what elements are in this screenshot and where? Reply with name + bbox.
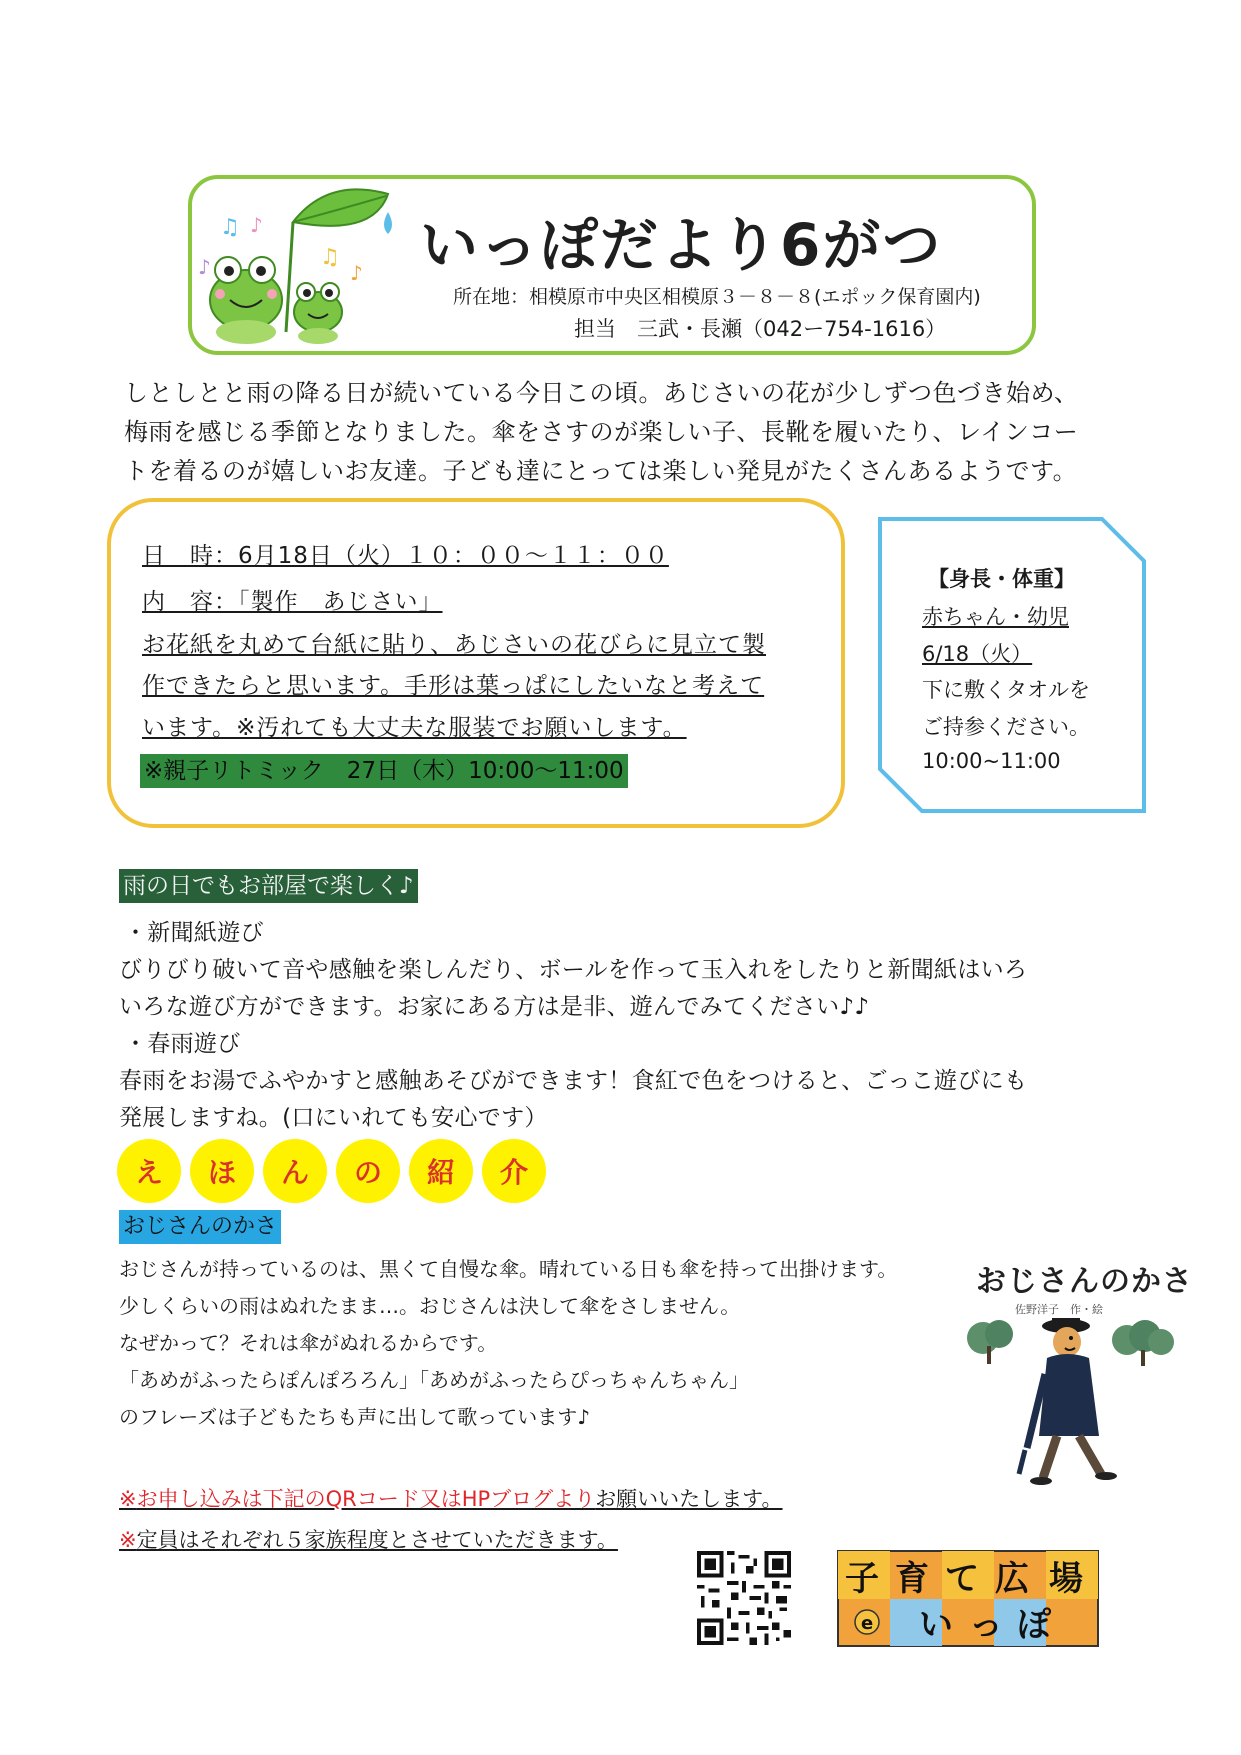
- svg-text:♪: ♪: [350, 261, 363, 285]
- picture-book-circle: 介: [482, 1139, 546, 1203]
- note-mark: ※: [119, 1528, 137, 1552]
- measure-line: 赤ちゃん・幼児: [922, 605, 1069, 629]
- logo-char: 育: [895, 1559, 929, 1599]
- event-datetime: 日 時：6月18日（火）１０：００～１１：００: [142, 543, 669, 569]
- measure-line: 6/18（火）: [922, 642, 1033, 666]
- umbrella-man-illustration: [961, 1318, 1191, 1488]
- event-content: 内 容：「製作 あじさい」: [142, 589, 443, 615]
- qr-code[interactable]: [697, 1551, 791, 1645]
- address-text: 所在地：相模原市中央区相模原３－８－８(エポック保育園内): [453, 286, 981, 308]
- logo-char: 場: [1049, 1559, 1083, 1599]
- measure-line: 10:00~11:00: [922, 749, 1061, 773]
- logo-char: い: [919, 1605, 953, 1645]
- book-line: おじさんが持っているのは、黒くて自慢な傘。晴れている日も傘を持って出掛けます。: [119, 1257, 898, 1281]
- rainy-line: 発展しますね。(口にいれても安心です）: [119, 1105, 548, 1131]
- picture-book-circle: ほ: [190, 1139, 254, 1203]
- book-line: のフレーズは子どもたちも声に出して歌っています♪: [119, 1405, 590, 1429]
- application-note-tail: お願いいたします。: [595, 1487, 783, 1511]
- logo-char: っ: [969, 1605, 1003, 1645]
- book-line: なぜかって？それは傘がぬれるからです。: [119, 1331, 498, 1355]
- book-cover-title: おじさんのかさ: [976, 1264, 1193, 1299]
- event-description-line: お花紙を丸めて台紙に貼り、あじさいの花びらに見立て製: [142, 632, 766, 658]
- picture-book-circle: え: [117, 1139, 181, 1203]
- capacity-note: [119, 1524, 618, 1554]
- intro-line: しとしとと雨の降る日が続いている今日この頃。あじさいの花が少しずつ色づき始め、: [124, 379, 1079, 407]
- intro-line: 梅雨を感じる季節となりました。傘をさすのが楽しい子、長靴を履いたり、レインコー: [124, 418, 1079, 446]
- logo-char: 子: [845, 1559, 879, 1599]
- rainy-day-heading: 雨の日でもお部屋で楽しく♪: [119, 869, 418, 903]
- svg-text:♫: ♫: [320, 245, 340, 270]
- kosodate-hiroba-ippo-logo: [837, 1550, 1099, 1647]
- intro-line: トを着るのが嬉しいお友達。子ども達にとっては楽しい発見がたくさんあるようです。: [124, 457, 1078, 485]
- picture-book-circle: ん: [263, 1139, 327, 1203]
- application-note-red: お申し込みは下記のQRコード又はHPブログより: [136, 1487, 596, 1511]
- book-heading: おじさんのかさ: [119, 1210, 281, 1244]
- book-cover-author: 佐野洋子 作・絵: [1015, 1303, 1103, 1316]
- svg-text:♫: ♫: [220, 215, 240, 240]
- newsletter-title: いっぽだより6がつ: [420, 211, 943, 279]
- picture-book-circle: の: [336, 1139, 400, 1203]
- frog-leaf-illustration: [198, 182, 398, 352]
- svg-text:♪: ♪: [198, 255, 211, 279]
- measure-line: ご持参ください。: [922, 715, 1090, 739]
- measure-title: 【身長・体重】: [928, 567, 1075, 591]
- logo-char: 広: [995, 1559, 1029, 1599]
- rhythmic-notice: ※親子リトミック 27日（木）10:00～11:00: [140, 754, 628, 788]
- application-note: [119, 1483, 783, 1513]
- measure-line: 下に敷くタオルを: [922, 678, 1090, 702]
- rainy-line: ・春雨遊び: [124, 1031, 241, 1057]
- svg-text:♪: ♪: [250, 213, 263, 237]
- book-line: 少しくらいの雨はぬれたまま…。おじさんは決して傘をさしません。: [119, 1294, 741, 1318]
- note-mark: ※: [119, 1487, 137, 1511]
- rainy-line: いろな遊び方ができます。お家にある方は是非、遊んでみてください♪♪: [119, 994, 870, 1020]
- rainy-line: 春雨をお湯でふやかすと感触あそびができます！食紅で色をつけると、ごっこ遊びにも: [119, 1068, 1028, 1094]
- contact-text: 担当 三武・長瀬（042ー754-1616）: [574, 317, 947, 341]
- logo-char: て: [945, 1559, 979, 1599]
- svg-text:e: e: [861, 1613, 874, 1634]
- rainy-line: ・新聞紙遊び: [124, 920, 264, 946]
- capacity-note-text: 定員はそれぞれ５家族程度とさせていただきます。: [136, 1528, 618, 1552]
- picture-book-circle: 紹: [409, 1139, 473, 1203]
- rainy-line: びりびり破いて音や感触を楽しんだり、ボールを作って玉入れをしたりと新聞紙はいろ: [119, 957, 1028, 983]
- event-description-line: います。※汚れても大丈夫な服装でお願いします。: [142, 715, 687, 741]
- book-line: 「あめがふったらぽんぽろろん」「あめがふったらぴっちゃんちゃん」: [119, 1368, 749, 1392]
- event-description-line: 作できたらと思います。手形は葉っぱにしたいなと考えて: [142, 673, 765, 699]
- logo-char: ぽ: [1017, 1605, 1051, 1645]
